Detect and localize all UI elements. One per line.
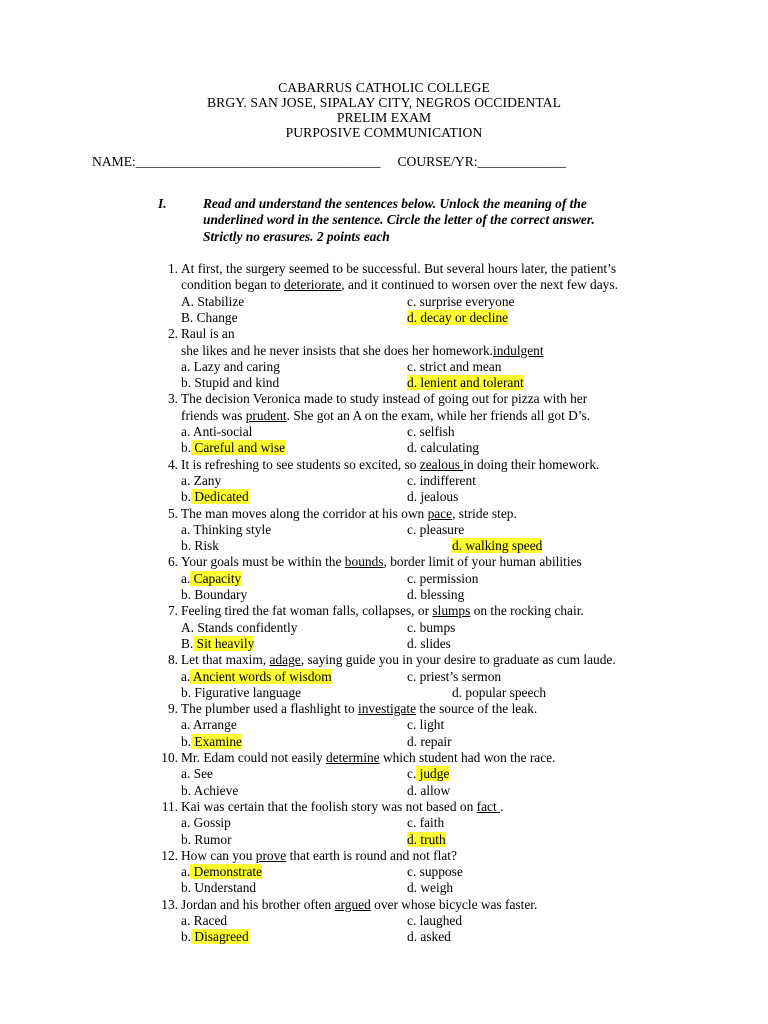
- option-text: b. Stupid and kind: [181, 375, 280, 391]
- section-number: I.: [158, 196, 167, 211]
- question-number: 6.: [167, 554, 178, 570]
- question-text: the source of the leak.: [416, 701, 538, 717]
- option-text: d. blessing: [407, 587, 465, 602]
- section-instructions: [158, 196, 678, 245]
- option-d[interactable]: [407, 489, 458, 505]
- question-text-line1: [181, 506, 517, 522]
- option-letter: a.: [181, 864, 191, 880]
- option-b[interactable]: [181, 685, 301, 701]
- question-number: 1.: [167, 261, 178, 276]
- option-text: Ancient words of wisdom: [190, 668, 332, 684]
- option-text: d. repair: [407, 733, 452, 749]
- option-c[interactable]: [407, 913, 462, 929]
- option-text: d. weigh: [407, 880, 454, 896]
- question-number: 4.: [167, 456, 178, 472]
- question-text: she likes and he never insists that she does her homework.: [181, 342, 494, 358]
- option-d[interactable]: [407, 636, 451, 652]
- option-c[interactable]: [407, 294, 514, 310]
- option-text: d. slides: [407, 635, 451, 651]
- question-text: condition began to: [181, 277, 285, 293]
- question-number: 13.: [161, 896, 178, 912]
- option-b[interactable]: [181, 440, 285, 456]
- question-text: which student had won the race.: [379, 750, 556, 765]
- question-text: Let that maxim,: [181, 652, 270, 668]
- option-a[interactable]: [181, 815, 231, 831]
- option-letter: a.: [181, 570, 191, 586]
- option-text: d. allow: [407, 782, 451, 798]
- question-text: Feeling tired the fat woman falls, collapses, or: [181, 603, 433, 619]
- option-a[interactable]: [181, 913, 227, 929]
- option-a[interactable]: [181, 571, 241, 587]
- option-c[interactable]: [407, 864, 463, 880]
- option-text: c. selfish: [407, 424, 455, 439]
- underlined-word: pace: [427, 505, 453, 521]
- question-text: , and it continued to worsen over the next few days.: [341, 277, 618, 293]
- underlined-word: prudent: [245, 407, 287, 423]
- option-letter: a.: [181, 668, 191, 684]
- underlined-word: bounds: [344, 554, 384, 570]
- underlined-word: deteriorate: [284, 277, 342, 293]
- option-a[interactable]: [181, 766, 213, 782]
- underlined-word: fact: [476, 798, 501, 814]
- underlined-word: determine: [326, 750, 380, 765]
- option-text: b. Achieve: [181, 782, 239, 798]
- question-text-line1: [181, 603, 584, 619]
- option-text: d. truth: [407, 831, 446, 847]
- underlined-word: argued: [334, 896, 371, 912]
- option-b[interactable]: [181, 538, 219, 554]
- option-text: b. Boundary: [181, 587, 248, 602]
- question-text-line1: [181, 848, 457, 864]
- option-c[interactable]: [407, 359, 501, 375]
- course-title: PURPOSIVE COMMUNICATION: [285, 125, 483, 140]
- option-a[interactable]: [181, 620, 297, 636]
- question-number: 3.: [167, 391, 178, 407]
- option-text: b. Figurative language: [181, 684, 302, 700]
- option-b[interactable]: [181, 489, 249, 505]
- option-text: judge: [416, 766, 450, 782]
- question-text: It is refreshing to see students so excited, so: [181, 456, 420, 472]
- option-text: b. Rumor: [181, 831, 232, 847]
- question-text: that earth is round and not flat?: [286, 847, 457, 863]
- option-b[interactable]: [181, 734, 242, 750]
- option-text: c. permission: [407, 570, 479, 586]
- option-letter: B.: [181, 635, 194, 651]
- instructions-line-3: Strictly no erasures. 2 points each: [203, 228, 390, 244]
- question-text-line1: [181, 897, 537, 913]
- option-text: c. pleasure: [407, 521, 465, 537]
- option-text: Examine: [191, 733, 242, 749]
- question-text: friends was: [181, 407, 246, 423]
- underlined-word: prove: [255, 847, 287, 863]
- option-c[interactable]: [407, 424, 455, 440]
- school-address: BRGY. SAN JOSE, SIPALAY CITY, NEGROS OCCIDENTAL: [207, 95, 561, 110]
- option-c[interactable]: [407, 766, 449, 782]
- option-text: a. Thinking style: [181, 521, 272, 537]
- option-letter: b.: [181, 733, 192, 749]
- option-text: a. Zany: [181, 472, 222, 488]
- option-text: d. popular speech: [452, 684, 547, 700]
- instructions-line-2: underlined word in the sentence. Circle the letter of the correct answer.: [203, 212, 595, 228]
- question-text: .: [500, 798, 504, 814]
- question-text: , stride step.: [452, 505, 517, 521]
- question-text-line2: [181, 277, 618, 293]
- option-text: b. Risk: [181, 538, 219, 554]
- underlined-word: indulgent: [493, 342, 544, 358]
- option-text: Sit heavily: [193, 635, 255, 651]
- option-text: d. calculating: [407, 440, 480, 456]
- exam-header: [0, 80, 768, 140]
- option-text: d. asked: [407, 929, 451, 945]
- option-c[interactable]: [407, 473, 476, 489]
- option-a[interactable]: [181, 424, 252, 440]
- option-d[interactable]: [407, 310, 508, 326]
- option-letter: b.: [181, 440, 192, 456]
- option-a[interactable]: [181, 717, 237, 733]
- option-text: Dedicated: [191, 489, 249, 505]
- option-text: a. Gossip: [181, 815, 231, 831]
- option-text: d. walking speed: [452, 538, 543, 554]
- option-d[interactable]: [407, 929, 451, 945]
- question-text: over whose bicycle was faster.: [370, 896, 538, 912]
- option-text: d. decay or decline: [407, 309, 509, 325]
- question-text: in doing their homework.: [463, 456, 600, 472]
- question-text-line1: [181, 391, 587, 407]
- question-text-line1: [181, 326, 235, 342]
- option-d[interactable]: [407, 880, 453, 896]
- option-text: a. Raced: [181, 913, 228, 928]
- option-text: d. lenient and tolerant: [407, 375, 524, 391]
- option-b[interactable]: [181, 880, 256, 896]
- question-text: Jordan and his brother often: [181, 896, 335, 912]
- option-text: a. Anti-social: [181, 424, 253, 439]
- option-letter: b.: [181, 929, 192, 945]
- question-number: 7.: [167, 603, 178, 619]
- option-text: a. Arrange: [181, 717, 237, 733]
- option-a[interactable]: [181, 864, 262, 880]
- option-c[interactable]: [407, 620, 455, 636]
- school-name: CABARRUS CATHOLIC COLLEGE: [278, 80, 490, 95]
- question-text-line1: [181, 750, 555, 766]
- name-course-line: NAME:____________________________________ COURSE/YR:_____________: [92, 154, 566, 169]
- question-text: . She got an A on the exam, while her friends all got D’s.: [286, 407, 591, 423]
- question-text-line1: [181, 701, 537, 717]
- option-a[interactable]: [181, 473, 221, 489]
- option-b[interactable]: [181, 783, 238, 799]
- question-text: on the rocking chair.: [470, 603, 584, 619]
- option-b[interactable]: [181, 375, 279, 391]
- question-text: , border limit of your human abilities: [383, 554, 582, 570]
- question-text: , saying guide you in your desire to graduate as cum laude.: [300, 652, 616, 668]
- option-d[interactable]: [407, 375, 524, 391]
- question-text-line2: [181, 408, 590, 424]
- option-c[interactable]: [407, 717, 444, 733]
- underlined-word: zealous: [419, 456, 464, 472]
- question-text: The man moves along the corridor at his own: [181, 505, 428, 521]
- option-letter: b.: [181, 489, 192, 505]
- option-text: Disagreed: [191, 929, 249, 945]
- option-text: B. Change: [181, 309, 238, 325]
- option-c[interactable]: [407, 571, 478, 587]
- option-a[interactable]: [181, 522, 271, 538]
- option-text: c. priest’s sermon: [407, 668, 502, 684]
- option-a[interactable]: [181, 359, 280, 375]
- question-number: 5.: [167, 505, 178, 521]
- question-text-line1: [181, 799, 503, 815]
- option-b[interactable]: [181, 929, 249, 945]
- option-text: c. strict and mean: [407, 358, 502, 374]
- option-text: a. Lazy and caring: [181, 358, 280, 374]
- question-number: 8.: [167, 652, 178, 668]
- option-text: b. Understand: [181, 880, 257, 896]
- option-text: c. indifferent: [407, 472, 476, 488]
- option-text: c. suppose: [407, 864, 463, 880]
- option-d[interactable]: [407, 783, 450, 799]
- option-text: A. Stands confidently: [181, 619, 298, 635]
- option-d[interactable]: [407, 587, 464, 603]
- question-text-line2: [181, 343, 544, 359]
- option-letter: c.: [407, 766, 417, 782]
- option-d[interactable]: [407, 734, 452, 750]
- question-text-line1: [181, 652, 616, 668]
- option-text: Careful and wise: [191, 440, 286, 456]
- option-text: A. Stabilize: [181, 293, 245, 309]
- question-text: Kai was certain that the foolish story was not based on: [181, 798, 477, 814]
- option-text: Capacity: [190, 570, 242, 586]
- question-number: 9.: [167, 701, 178, 717]
- underlined-word: investigate: [358, 701, 417, 717]
- option-c[interactable]: [407, 522, 464, 538]
- option-c[interactable]: [407, 669, 501, 685]
- question-text: Your goals must be within the: [181, 554, 345, 570]
- option-text: c. bumps: [407, 619, 456, 635]
- option-text: d. jealous: [407, 489, 459, 505]
- question-number: 11.: [161, 798, 178, 814]
- exam-type: PRELIM EXAM: [336, 110, 432, 125]
- question-text-line1: [181, 261, 616, 277]
- option-a[interactable]: [181, 669, 332, 685]
- question-text: Mr. Edam could not easily: [181, 750, 327, 765]
- question-text-line1: [181, 457, 599, 473]
- option-text: a. See: [181, 766, 213, 782]
- option-a[interactable]: [181, 294, 244, 310]
- option-d[interactable]: [452, 538, 542, 554]
- question-text-line1: [181, 554, 582, 570]
- instructions-line-1: Read and understand the sentences below. Unlock the meaning of the: [203, 196, 587, 211]
- question-text: The decision Veronica made to study instead of going out for pizza with her: [181, 391, 588, 407]
- option-text: Demonstrate: [190, 864, 263, 880]
- option-text: c. light: [407, 717, 445, 733]
- option-b[interactable]: [181, 587, 247, 603]
- option-text: c. surprise everyone: [407, 293, 515, 309]
- question-number: 10.: [161, 750, 178, 765]
- question-text: At first, the surgery seemed to be successful. But several hours later, the patient’s: [181, 261, 617, 276]
- question-number: 2.: [167, 326, 178, 342]
- option-text: c. faith: [407, 815, 445, 831]
- option-b[interactable]: [181, 310, 238, 326]
- question-text: The plumber used a flashlight to: [181, 701, 359, 717]
- option-b[interactable]: [181, 832, 232, 848]
- option-c[interactable]: [407, 815, 444, 831]
- option-d[interactable]: [452, 685, 546, 701]
- option-text: c. laughed: [407, 913, 463, 928]
- option-b[interactable]: [181, 636, 254, 652]
- question-text: Raul is an: [181, 326, 235, 342]
- underlined-word: slumps: [432, 603, 471, 619]
- underlined-word: adage: [269, 652, 301, 668]
- question-text: How can you: [181, 847, 256, 863]
- question-number: 12.: [161, 847, 178, 863]
- option-d[interactable]: [407, 440, 479, 456]
- option-d[interactable]: [407, 832, 446, 848]
